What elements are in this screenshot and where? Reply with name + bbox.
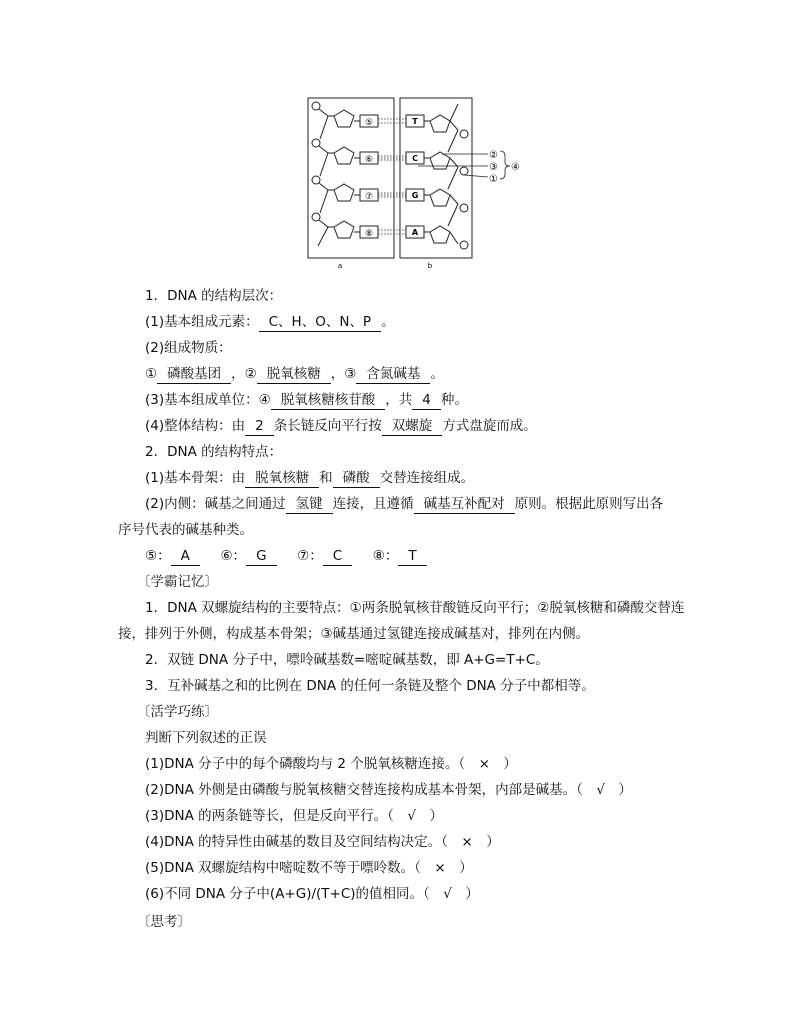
base-c: C <box>412 154 418 163</box>
answer-skeleton-phosphate: 磷酸 <box>333 469 380 488</box>
s2-line-skeleton: (1)基本骨架：由 脱氧核糖 和 磷酸 交替连接组成。 <box>145 470 475 486</box>
answer-base-8: T <box>398 547 426 566</box>
base-a: A <box>411 228 419 237</box>
think-heading: 〔思考〕 <box>137 914 191 930</box>
dna-structure-figure <box>300 94 530 274</box>
section-2-heading: 2．DNA 的结构特点： <box>145 444 283 460</box>
answer-elements: C、H、O、N、P <box>259 313 381 332</box>
strand-a-backbone <box>312 102 360 246</box>
marker-8: ⑧ <box>364 229 374 239</box>
strand-b-backbone <box>424 104 468 249</box>
answer-base-6: G <box>246 547 276 566</box>
strand-a-bases <box>360 115 378 238</box>
memory-point-2: 2．双链 DNA 分子中，嘌呤碱基数=嘧啶碱基数，即 A+G=T+C。 <box>145 652 549 668</box>
answer-count: 4 <box>412 391 441 410</box>
s2-base-answers: ⑤： A ⑥： G ⑦： C ⑧： T <box>145 546 427 566</box>
s1-line-components: ① 磷酸基团 ，② 脱氧核糖 ，③ 含氮碱基 。 <box>145 366 444 382</box>
practice-intro: 判断下列叙述的正误 <box>145 730 267 746</box>
callout-3: ③ <box>489 162 498 173</box>
practice-item-1: (1)DNA 分子中的每个磷酸均与 2 个脱氧核糖连接。（ × ） <box>145 756 517 772</box>
s1-line-substances: (2)组成物质： <box>145 340 232 356</box>
practice-item-6: (6)不同 DNA 分子中(A+G)/(T+C)的值相同。（ √ ） <box>145 886 479 902</box>
callout-1: ① <box>489 174 498 185</box>
answer-base: 含氮碱基 <box>356 365 430 384</box>
answer-chain-count: 2 <box>245 417 274 436</box>
memory-point-1-line-1: 1．DNA 双螺旋结构的主要特点：①两条脱氧核苷酸链反向平行；②脱氧核糖和磷酸交替连 <box>145 600 685 616</box>
practice-item-2: (2)DNA 外侧是由磷酸与脱氧核糖交替连接构成基本骨架，内部是碱基。（ √ ） <box>145 782 632 798</box>
answer-base-7: C <box>323 547 352 566</box>
marker-6: ⑥ <box>364 155 374 165</box>
label-a: a <box>337 262 343 270</box>
marker-7: ⑦ <box>364 192 374 202</box>
s2-line-inner: (2)内侧：碱基之间通过 氢键 连接，且遵循 碱基互补配对 原则。根据此原则写出各 <box>145 496 664 512</box>
answer-double-helix: 双螺旋 <box>382 417 443 436</box>
marker-5: ⑤ <box>364 118 374 128</box>
s1-line-unit: (3)基本组成单位：④ 脱氧核糖核苷酸 ，共 4 种。 <box>145 392 468 408</box>
answer-base-5: A <box>171 547 200 566</box>
label-b: b <box>427 262 433 270</box>
section-1-heading: 1．DNA 的结构层次： <box>145 288 283 304</box>
hydrogen-bonds <box>378 119 406 234</box>
callout-4-brace: ④ <box>511 162 520 173</box>
memory-point-1-line-2: 接，排列于外侧，构成基本骨架；③碱基通过氢键连接成碱基对，排列在内侧。 <box>118 626 590 642</box>
practice-item-5: (5)DNA 双螺旋结构中嘧啶数不等于嘌呤数。（ × ） <box>145 860 473 876</box>
answer-skeleton-sugar: 脱氧核糖 <box>245 469 319 488</box>
answer-pairing: 碱基互补配对 <box>414 495 515 514</box>
answer-nucleotide: 脱氧核糖核苷酸 <box>271 391 386 410</box>
answer-deoxyribose: 脱氧核糖 <box>257 365 331 384</box>
practice-item-4: (4)DNA 的特异性由碱基的数目及空间结构决定。（ × ） <box>145 834 500 850</box>
answer-hydrogen-bond: 氢键 <box>286 495 333 514</box>
s2-line-inner-cont: 序号代表的碱基种类。 <box>118 522 253 538</box>
memory-point-3: 3．互补碱基之和的比例在 DNA 的任何一条链及整个 DNA 分子中都相等。 <box>145 678 595 694</box>
base-t: T <box>412 117 418 126</box>
practice-item-3: (3)DNA 的两条链等长，但是反向平行。（ √ ） <box>145 808 443 824</box>
base-g: G <box>411 191 419 200</box>
answer-phosphate: 磷酸基团 <box>157 365 231 384</box>
s1-line-overall: (4)整体结构：由 2 条长链反向平行按 双螺旋 方式盘旋而成。 <box>145 418 537 434</box>
callout-2: ② <box>489 150 498 161</box>
s1-line-elements: (1)基本组成元素： C、H、O、N、P 。 <box>145 314 395 330</box>
memory-heading: 〔学霸记忆〕 <box>137 574 218 590</box>
practice-heading: 〔活学巧练〕 <box>137 704 218 720</box>
strand-b-bases <box>406 115 424 238</box>
